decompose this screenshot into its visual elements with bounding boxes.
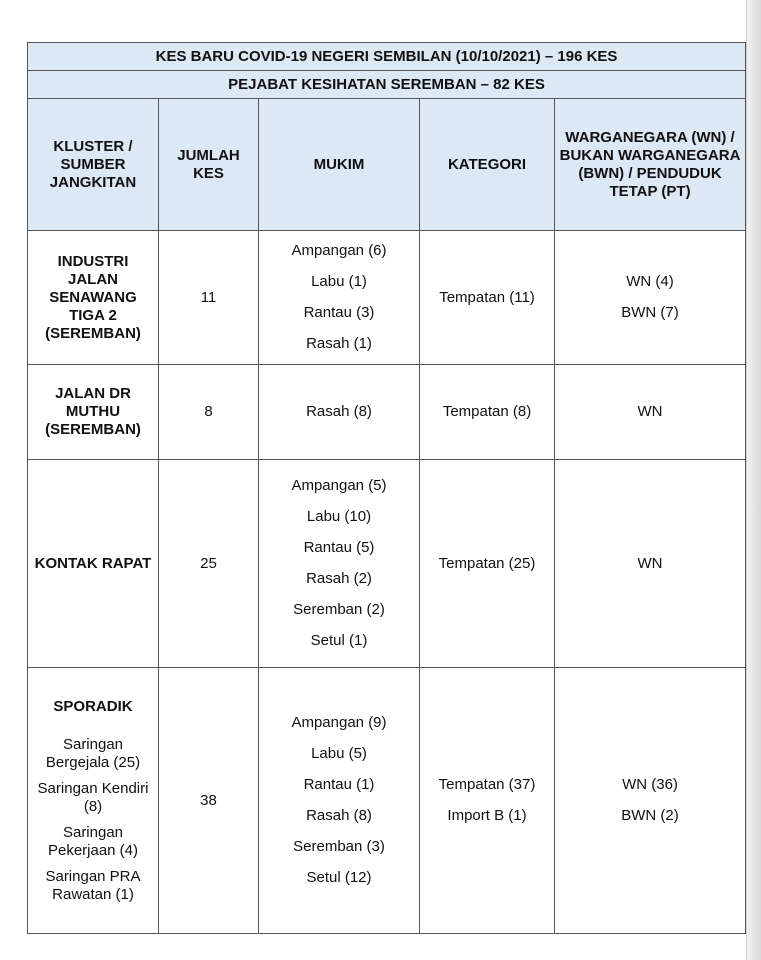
- mukim-cell: [259, 231, 420, 365]
- warganegara-item: WN: [637, 403, 663, 420]
- mukim-item: Rasah (2): [306, 570, 372, 587]
- header-warganegara: WARGANEGARA (WN) / BUKAN WARGANEGARA (BWN) / PENDUDUK TETAP (PT): [555, 99, 746, 231]
- cluster-cell: [28, 668, 159, 934]
- warganegara-cell: [555, 460, 746, 668]
- mukim-item: Setul (12): [306, 869, 372, 886]
- warganegara-cell: [555, 231, 746, 365]
- mukim-item: Rasah (8): [306, 807, 372, 824]
- cluster-title: SPORADIK: [53, 697, 133, 715]
- jumlah-cell: 8: [159, 365, 259, 460]
- header-mukim: MUKIM: [259, 99, 420, 231]
- table-row: [28, 668, 746, 934]
- mukim-item: Ampangan (9): [291, 714, 387, 731]
- warganegara-item: WN (4): [626, 273, 674, 290]
- kategori-item: Tempatan (8): [442, 403, 532, 420]
- jumlah-cell: 11: [159, 231, 259, 365]
- warganegara-item: BWN (7): [621, 304, 679, 321]
- cluster-subitem: Saringan Bergejala (25): [45, 735, 141, 771]
- mukim-cell: [259, 460, 420, 668]
- warganegara-item: WN: [637, 554, 663, 572]
- mukim-cell: [259, 668, 420, 934]
- mukim-item: Ampangan (5): [291, 477, 387, 494]
- warganegara-item: BWN (2): [621, 807, 679, 824]
- warganegara-cell: [555, 365, 746, 460]
- mukim-item: Labu (1): [311, 273, 367, 290]
- mukim-item: Seremban (2): [293, 601, 385, 618]
- cluster-subitem: Saringan Pekerjaan (4): [47, 823, 139, 859]
- kategori-cell: [420, 365, 555, 460]
- mukim-item: Rasah (8): [306, 403, 372, 420]
- mukim-item: Labu (5): [311, 745, 367, 762]
- kategori-item: Tempatan (25): [438, 554, 536, 572]
- kategori-item: Tempatan (11): [439, 288, 535, 306]
- table-row: [28, 231, 746, 365]
- table-row: [28, 365, 746, 460]
- header-cluster: KLUSTER / SUMBER JANGKITAN: [28, 99, 159, 231]
- mukim-item: Rasah (1): [306, 335, 372, 352]
- mukim-item: Rantau (3): [303, 304, 375, 321]
- cluster-cell: KONTAK RAPAT: [28, 460, 159, 668]
- kategori-item: Tempatan (37): [438, 776, 536, 793]
- mukim-item: Labu (10): [306, 508, 372, 525]
- kategori-item: Import B (1): [447, 807, 527, 824]
- mukim-item: Rantau (1): [303, 776, 375, 793]
- table-title: KES BARU COVID-19 NEGERI SEMBILAN (10/10/2021) – 196 KES: [28, 43, 746, 71]
- mukim-item: Seremban (3): [293, 838, 385, 855]
- warganegara-item: WN (36): [622, 776, 678, 793]
- header-kategori: KATEGORI: [420, 99, 555, 231]
- table-row: [28, 460, 746, 668]
- cluster-cell: JALAN DR MUTHU (SEREMBAN): [28, 365, 159, 460]
- warganegara-cell: [555, 668, 746, 934]
- kategori-cell: [420, 231, 555, 365]
- jumlah-cell: 38: [159, 668, 259, 934]
- jumlah-cell: 25: [159, 460, 259, 668]
- mukim-item: Setul (1): [310, 632, 368, 649]
- mukim-cell: [259, 365, 420, 460]
- cluster-subitem: Saringan PRA Rawatan (1): [45, 867, 141, 903]
- header-jumlah: JUMLAH KES: [159, 99, 259, 231]
- mukim-item: Ampangan (6): [291, 242, 387, 259]
- table-subtitle: PEJABAT KESIHATAN SEREMBAN – 82 KES: [28, 71, 746, 99]
- kategori-cell: [420, 460, 555, 668]
- cluster-cell: INDUSTRI JALAN SENAWANG TIGA 2 (SEREMBAN): [28, 231, 159, 365]
- covid-cases-table: [27, 42, 746, 934]
- kategori-cell: [420, 668, 555, 934]
- cluster-subitem: Saringan Kendiri (8): [37, 779, 149, 815]
- mukim-item: Rantau (5): [303, 539, 375, 556]
- page-edge-shadow: [746, 0, 761, 960]
